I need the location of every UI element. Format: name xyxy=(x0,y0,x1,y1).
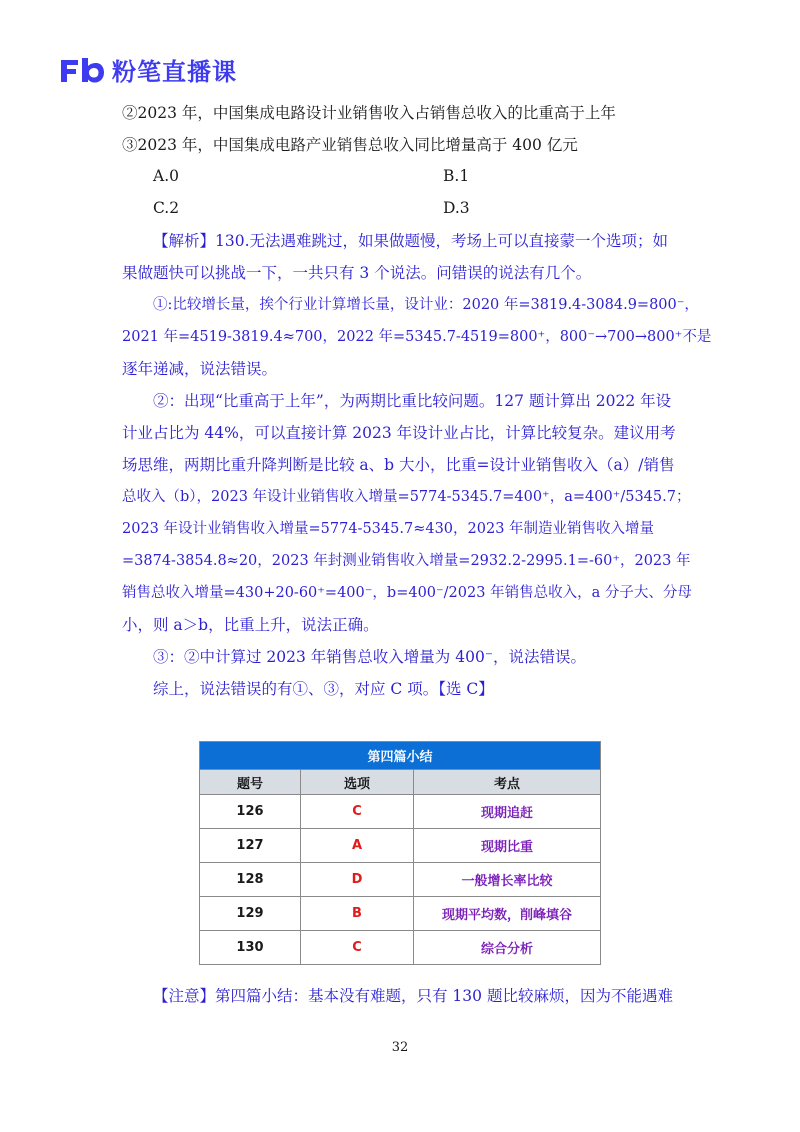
question-number: 129 xyxy=(200,897,301,931)
question-number: 130 xyxy=(200,931,301,965)
table-row xyxy=(200,795,601,829)
statement-2: ②2023 年，中国集成电路设计业销售收入占销售总收入的比重高于上年 xyxy=(122,104,616,122)
option-b: B.1 xyxy=(443,167,470,185)
table-row xyxy=(200,897,601,931)
option-a: A.0 xyxy=(153,167,179,185)
fb-logo-icon xyxy=(58,56,104,84)
analysis-line: 逐年递减，说法错误。 xyxy=(122,360,278,378)
table-row xyxy=(200,863,601,897)
analysis-line: ①:比较增长量，挨个行业计算增长量，设计业：2020 年=3819.4-3084.9=800⁻， xyxy=(153,297,699,313)
page-number: 32 xyxy=(391,1040,409,1055)
option-c: C.2 xyxy=(153,199,180,217)
key-point: 现期比重 xyxy=(414,829,601,863)
analysis-line: 销售总收入增量=430+20-60⁺=400⁻，b=400⁻/2023 年销售总收入，a 分子大、分母 xyxy=(122,585,692,601)
summary-table-title: 第四篇小结 xyxy=(200,742,601,770)
column-header: 选项 xyxy=(301,770,414,795)
note-text: 【注意】第四篇小结：基本没有难题，只有 130 题比较麻烦，因为不能遇难 xyxy=(153,987,673,1005)
column-header: 题号 xyxy=(200,770,301,795)
analysis-line: 小，则 a＞b，比重上升，说法正确。 xyxy=(122,616,379,634)
answer-option: C xyxy=(301,795,414,829)
key-point: 现期追赶 xyxy=(414,795,601,829)
summary-table xyxy=(199,741,601,965)
brand-logo xyxy=(58,52,237,87)
analysis-line: ③：②中计算过 2023 年销售总收入增量为 400⁻，说法错误。 xyxy=(153,648,586,666)
answer-option: A xyxy=(301,829,414,863)
analysis-line: ②：出现“比重高于上年”，为两期比重比较问题。127 题计算出 2022 年设 xyxy=(153,392,672,410)
question-number: 128 xyxy=(200,863,301,897)
column-header: 考点 xyxy=(414,770,601,795)
analysis-line: 总收入（b），2023 年设计业销售收入增量=5774-5345.7=400⁺，a=400⁺/5345.7； xyxy=(122,489,691,505)
key-point: 一般增长率比较 xyxy=(414,863,601,897)
key-point: 综合分析 xyxy=(414,931,601,965)
table-row xyxy=(200,931,601,965)
question-number: 127 xyxy=(200,829,301,863)
option-d: D.3 xyxy=(443,199,470,217)
table-row xyxy=(200,829,601,863)
answer-option: D xyxy=(301,863,414,897)
analysis-line: 【解析】130.无法遇难跳过，如果做题慢，考场上可以直接蒙一个选项；如 xyxy=(153,232,669,250)
analysis-line: 场思维，两期比重升降判断是比较 a、b 大小，比重=设计业销售收入（a）/销售 xyxy=(122,456,675,474)
analysis-line: 2023 年设计业销售收入增量=5774-5345.7≈430，2023 年制造业销售收入增量 xyxy=(122,521,655,537)
brand-name: 粉笔直播课 xyxy=(112,58,237,86)
analysis-conclusion: 综上，说法错误的有①、③，对应 C 项。【选 C】 xyxy=(153,680,494,698)
answer-option: C xyxy=(301,931,414,965)
key-point: 现期平均数，削峰填谷 xyxy=(414,897,601,931)
analysis-line: 计业占比为 44%，可以直接计算 2023 年设计业占比，计算比较复杂。建议用考 xyxy=(122,424,676,442)
answer-option: B xyxy=(301,897,414,931)
question-number: 126 xyxy=(200,795,301,829)
analysis-line: 果做题快可以挑战一下，一共只有 3 个说法。问错误的说法有几个。 xyxy=(122,264,592,282)
analysis-line: 2021 年=4519-3819.4≈700，2022 年=5345.7-4519=800⁺，800⁻→700→800⁺不是 xyxy=(122,329,712,345)
statement-3: ③2023 年，中国集成电路产业销售总收入同比增量高于 400 亿元 xyxy=(122,136,578,154)
analysis-line: =3874-3854.8≈20，2023 年封测业销售收入增量=2932.2-2995.1=-60⁺，2023 年 xyxy=(122,553,691,569)
